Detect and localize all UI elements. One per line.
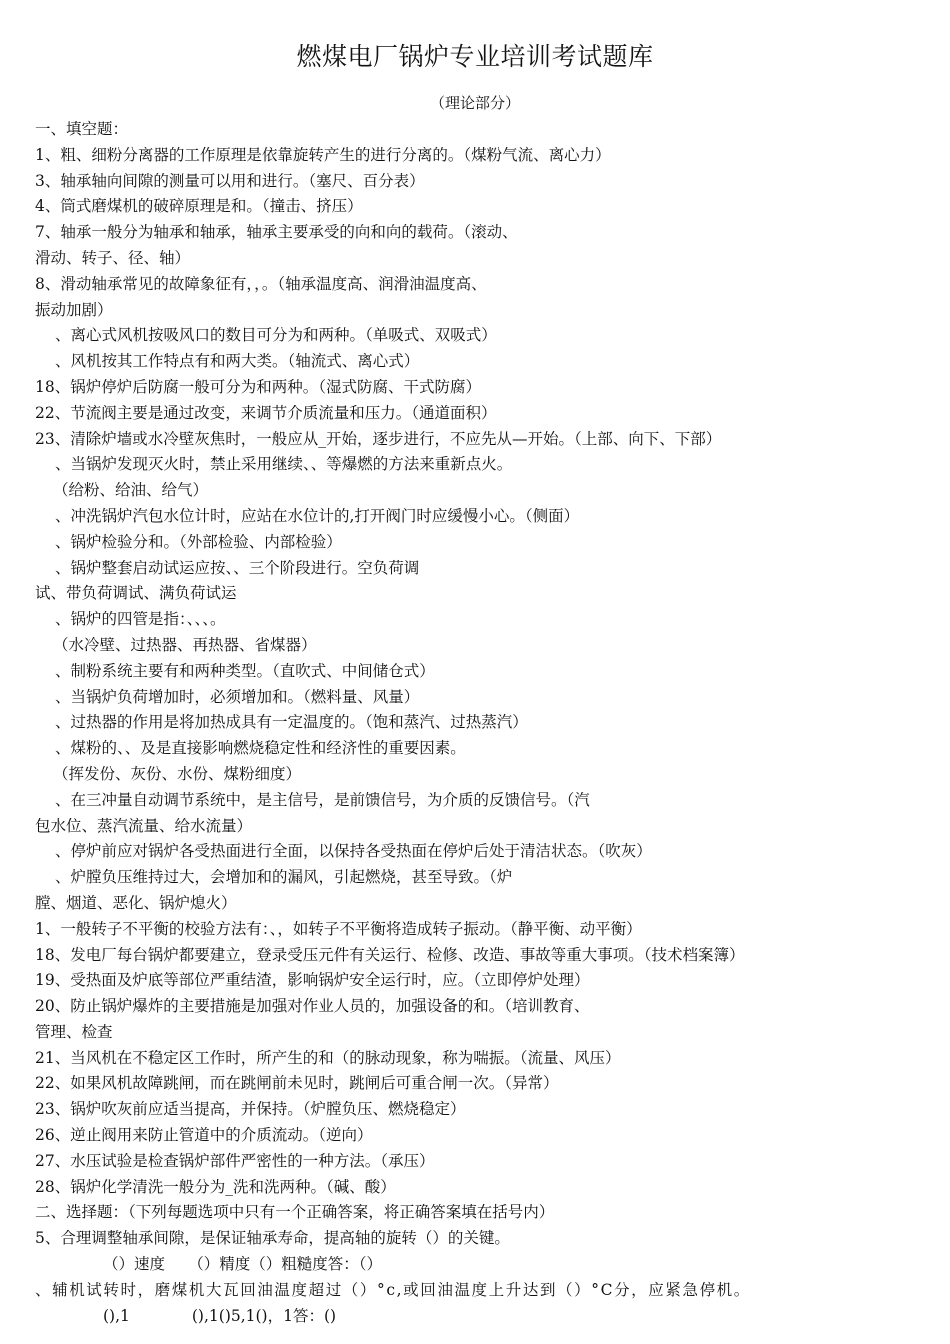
text-line: 、在三冲量自动调节系统中，是主信号，是前馈信号，为介质的反馈信号。（汽: [55, 790, 590, 809]
text-line: （给粉、给油、给气）: [53, 481, 209, 500]
text-line: 、风机按其工作特点有和两大类。（轴流式、离心式）: [55, 352, 420, 371]
text-line: 、停炉前应对锅炉各受热面进行全面，以保持各受热面在停炉后处于清洁状态。（吹灰）: [55, 842, 652, 861]
question-list: [35, 117, 920, 1329]
text-line: 28、锅炉化学清洗一般分为_洗和洗两种。（碱、酸）: [35, 1177, 396, 1196]
section-heading: 一、填空题：: [35, 120, 129, 138]
answer-options: （）速度 （）精度（）粗糙度答：（）: [103, 1255, 383, 1274]
text-line: 管理、检查: [35, 1022, 113, 1041]
text-line: 23、清除炉墙或水冷壁灰焦时，一般应从_开始，逐步进行，不应先从—开始。（上部、向下、下部）: [35, 429, 722, 448]
text-line: 3、轴承轴向间隙的测量可以用和进行。（塞尺、百分表）: [35, 171, 425, 190]
text-line: 、煤粉的、、及是直接影响燃烧稳定性和经济性的重要因素。: [55, 739, 466, 758]
text-line: 、当锅炉发现灭火时，禁止采用继续、、等爆燃的方法来重新点火。: [55, 455, 513, 474]
text-line: 1、一般转子不平衡的校验方法有：、，如转子不平衡将造成转子振动。（静平衡、动平衡）: [35, 919, 642, 938]
text-line: 振动加剧）: [35, 300, 113, 319]
document-subtitle: （理论部分）: [429, 94, 520, 112]
text-line: （挥发份、灰份、水份、煤粉细度）: [53, 764, 302, 783]
text-line: 5、合理调整轴承间隙，是保证轴承寿命，提高轴的旋转（）的关键。: [35, 1229, 510, 1248]
answer-options: (),1 (),1()5,1()，1答：(): [103, 1306, 337, 1325]
text-line: 22、如果风机故障跳闸，而在跳闸前未见时，跳闸后可重合闸一次。（异常）: [35, 1074, 559, 1093]
text-line: 、辅机试转时，磨煤机大瓦回油温度超过（）°c,或回油温度上升达到（）°C分，应紧急停机。: [35, 1280, 751, 1299]
text-line: 4、筒式磨煤机的破碎原理是和。（撞击、挤压）: [35, 197, 363, 216]
text-line: 、锅炉的四管是指：、、、。: [55, 610, 226, 629]
text-line: 27、水压试验是检查锅炉部件严密性的一种方法。（承压）: [35, 1151, 435, 1170]
text-line: 20、防止锅炉爆炸的主要措施是加强对作业人员的，加强设备的和。（培训教育、: [35, 997, 590, 1016]
text-line: 、炉膛负压维持过大，会增加和的漏风，引起燃烧，甚至导致。（炉: [55, 868, 513, 887]
text-line: 18、锅炉停炉后防腐一般可分为和两种。（湿式防腐、干式防腐）: [35, 377, 481, 396]
text-line: 、离心式风机按吸风口的数目可分为和两种。（单吸式、双吸式）: [55, 326, 497, 345]
text-line: （水冷壁、过热器、再热器、省煤器）: [53, 635, 317, 654]
text-line: 滑动、转子、径、轴）: [35, 248, 191, 267]
text-line: 、制粉系统主要有和两种类型。（直吹式、中间储仓式）: [55, 661, 435, 680]
text-line: 、当锅炉负荷增加时，必须增加和。（燃料量、风量）: [55, 687, 420, 706]
text-line: 7、轴承一般分为轴承和轴承，轴承主要承受的向和向的载荷。（滚动、: [35, 223, 518, 242]
text-line: 包水位、蒸汽流量、给水流量）: [35, 816, 253, 835]
text-line: 试、带负荷调试、满负荷试运: [35, 584, 237, 603]
text-line: 26、逆止阀用来防止管道中的介质流动。（逆向）: [35, 1126, 373, 1145]
text-line: 、锅炉整套启动试运应按、、三个阶段进行。空负荷调: [55, 558, 420, 577]
text-line: 19、受热面及炉底等部位严重结渣，影响锅炉安全运行时，应。（立即停炉处理）: [35, 971, 590, 990]
text-line: 、锅炉检验分和。（外部检验、内部检验）: [55, 532, 342, 551]
text-line: 、冲洗锅炉汽包水位计时，应站在水位计的,打开阀门时应缓慢小心。（侧面）: [55, 506, 580, 525]
text-line: 、过热器的作用是将加热成具有一定温度的。（饱和蒸汽、过热蒸汽）: [55, 713, 528, 732]
text-line: 8、滑动轴承常见的故障象征有，，。（轴承温度高、润滑油温度高、: [35, 274, 487, 293]
document-title: 燃煤电厂锅炉专业培训考试题库: [296, 42, 654, 71]
text-line: 膛、烟道、恶化、锅炉熄火）: [35, 893, 237, 912]
text-line: 22、节流阀主要是通过改变，来调节介质流量和压力。（通道面积）: [35, 403, 497, 422]
text-line: 21、当风机在不稳定区工作时，所产生的和（的脉动现象，称为喘振。（流量、风压）: [35, 1048, 621, 1067]
text-line: 18、发电厂每台锅炉都要建立，登录受压元件有关运行、检修、改造、事故等重大事项。（技术档案簿）: [35, 945, 745, 964]
section-heading: 二、选择题：（下列每题选项中只有一个正确答案，将正确答案填在括号内）: [35, 1203, 555, 1222]
text-line: 23、锅炉吹灰前应适当提高，并保持。（炉膛负压、燃烧稳定）: [35, 1100, 466, 1119]
text-line: 1、粗、细粉分离器的工作原理是依靠旋转产生的进行分离的。（煤粉气流、离心力）: [35, 145, 611, 164]
